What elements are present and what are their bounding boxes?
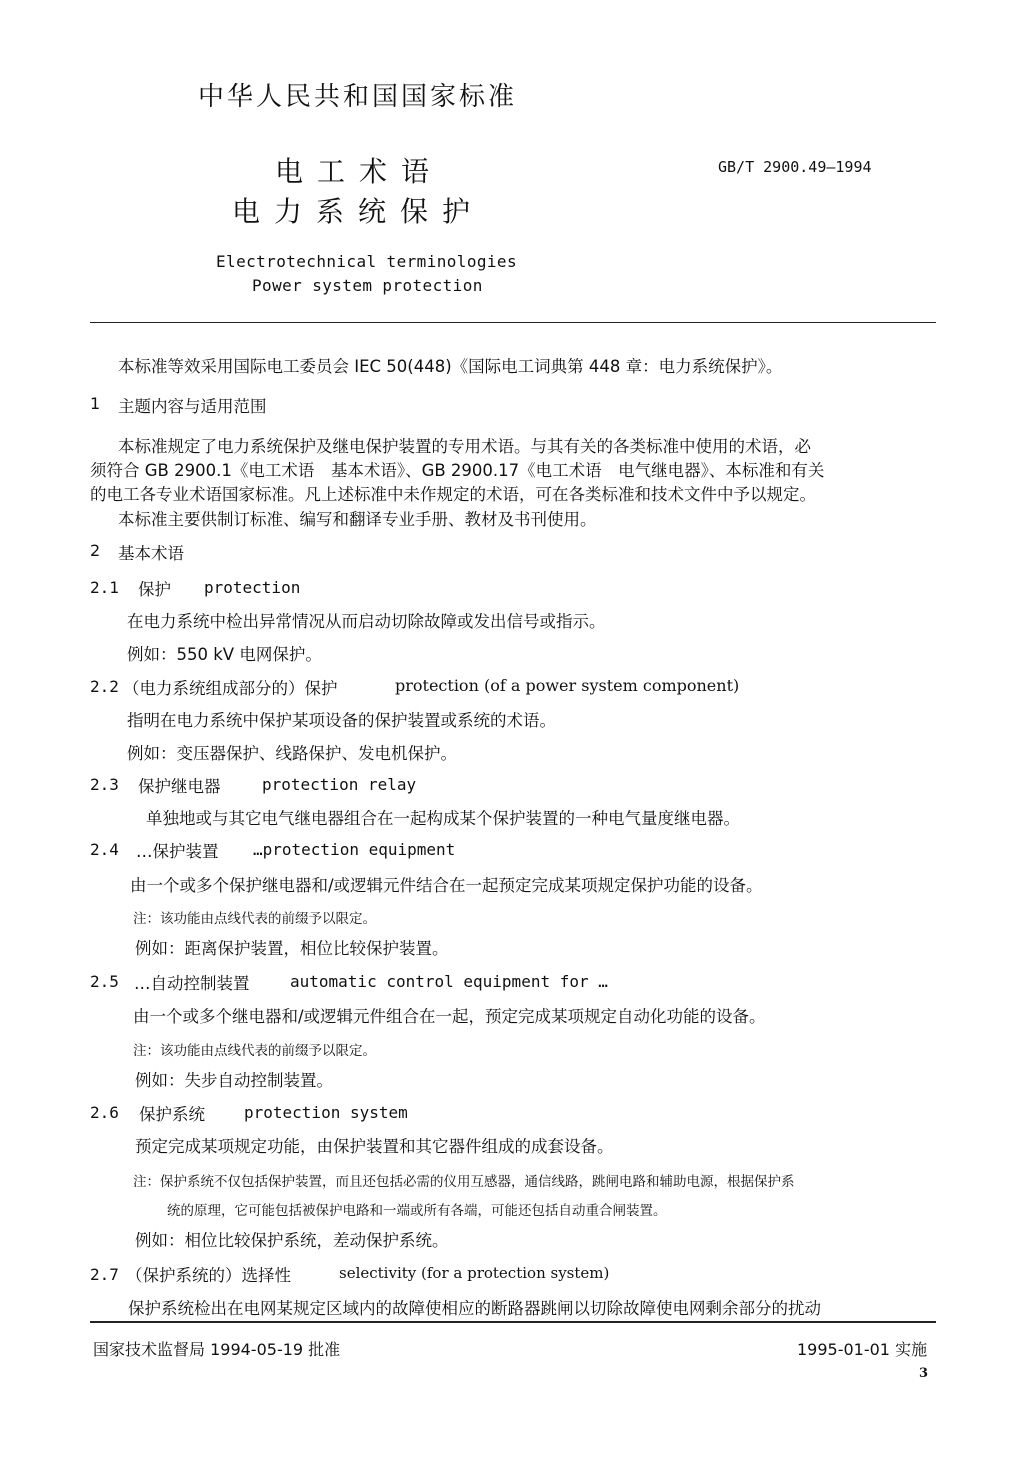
english-title-line-2: Power system protection <box>252 276 483 295</box>
term-definition: 指明在电力系统中保护某项设备的保护装置或系统的术语。 <box>127 711 556 730</box>
term-chinese: （保护系统的）选择性 <box>126 1266 291 1285</box>
term-definition: 由一个或多个继电器和/或逻辑元件组合在一起，预定完成某项规定自动化功能的设备。 <box>133 1007 766 1026</box>
term-english: selectivity (for a protection system) <box>339 1264 610 1282</box>
term-note: 注：该功能由点线代表的前缀予以限定。 <box>133 1043 376 1059</box>
term-number: 2.4 <box>90 840 119 859</box>
term-definition: 预定完成某项规定功能，由保护装置和其它器件组成的成套设备。 <box>135 1137 614 1156</box>
title-line-1: 电工术语 <box>275 155 444 188</box>
term-number: 2.5 <box>90 972 119 991</box>
term-english: automatic control equipment for … <box>290 972 608 991</box>
section-2-title: 基本术语 <box>118 544 184 563</box>
term-english: protection <box>204 578 301 597</box>
standard-code: GB/T 2900.49—1994 <box>718 158 872 176</box>
section-1-paragraph-line: 本标准规定了电力系统保护及继电保护装置的专用术语。与其有关的各类标准中使用的术语，必 <box>118 437 811 456</box>
term-number: 2.6 <box>90 1103 119 1122</box>
section-1-title: 主题内容与适用范围 <box>118 397 267 416</box>
term-english: protection relay <box>262 775 417 794</box>
term-chinese: …自动控制装置 <box>134 974 250 993</box>
term-definition: 单独地或与其它电气继电器组合在一起构成某个保护装置的一种电气量度继电器。 <box>146 809 740 828</box>
term-number: 2.1 <box>90 578 119 597</box>
term-english: …protection equipment <box>253 840 456 859</box>
term-chinese: 保护系统 <box>139 1105 205 1124</box>
effective-date: 1995-01-01 实施 <box>797 1340 928 1359</box>
term-number: 2.2 <box>90 677 119 696</box>
section-1-usage-paragraph: 本标准主要供制订标准、编写和翻译专业手册、教材及书刊使用。 <box>118 510 597 529</box>
term-example: 例如：距离保护装置，相位比较保护装置。 <box>135 939 449 958</box>
header-divider <box>90 322 936 323</box>
term-definition: 在电力系统中检出异常情况从而启动切除故障或发出信号或指示。 <box>127 612 606 631</box>
term-example: 例如：失步自动控制装置。 <box>135 1071 333 1090</box>
term-note-line: 注：保护系统不仅包括保护装置，而且还包括必需的仪用互感器，通信线路，跳闸电路和辅助电源，根据保护系 <box>133 1174 795 1190</box>
intro-paragraph: 本标准等效采用国际电工委员会 IEC 50(448)《国际电工词典第 448 章：电力系统保护》。 <box>118 357 783 376</box>
term-english: protection (of a power system component) <box>395 676 740 695</box>
page-number: 3 <box>919 1366 929 1381</box>
section-1-paragraph-line: 的电工各专业术语国家标准。凡上述标准中未作规定的术语，可在各类标准和技术文件中予以规定。 <box>90 485 816 504</box>
term-chinese: （电力系统组成部分的）保护 <box>123 679 338 698</box>
term-english: protection system <box>244 1103 408 1122</box>
term-definition: 由一个或多个保护继电器和/或逻辑元件结合在一起预定完成某项规定保护功能的设备。 <box>130 876 763 895</box>
approval-line: 国家技术监督局 1994-05-19 批准 <box>93 1340 341 1359</box>
term-chinese: 保护继电器 <box>138 777 221 796</box>
term-number: 2.7 <box>90 1265 119 1284</box>
term-example: 例如：变压器保护、线路保护、发电机保护。 <box>127 744 457 763</box>
title-line-2: 电力系统保护 <box>232 195 485 228</box>
term-definition: 保护系统检出在电网某规定区域内的故障使相应的断路器跳闸以切除故障使电网剩余部分的扰动 <box>128 1299 821 1318</box>
section-1-number: 1 <box>90 394 101 413</box>
term-example: 例如：550 kV 电网保护。 <box>127 645 322 664</box>
term-chinese: …保护装置 <box>136 842 219 861</box>
term-chinese: 保护 <box>138 580 171 599</box>
english-title-line-1: Electrotechnical terminologies <box>216 252 517 271</box>
footer-divider <box>90 1321 936 1323</box>
term-number: 2.3 <box>90 775 119 794</box>
section-2-number: 2 <box>90 541 101 560</box>
term-note: 注：该功能由点线代表的前缀予以限定。 <box>133 911 376 927</box>
national-standard-heading: 中华人民共和国国家标准 <box>198 82 518 112</box>
term-note-line: 统的原理，它可能包括被保护电路和一端或所有各端，可能还包括自动重合闸装置。 <box>167 1203 667 1219</box>
term-example: 例如：相位比较保护系统，差动保护系统。 <box>135 1231 449 1250</box>
section-1-paragraph-line: 须符合 GB 2900.1《电工术语 基本术语》、GB 2900.17《电工术语 电气继电器》、本标准和有关 <box>90 461 825 480</box>
